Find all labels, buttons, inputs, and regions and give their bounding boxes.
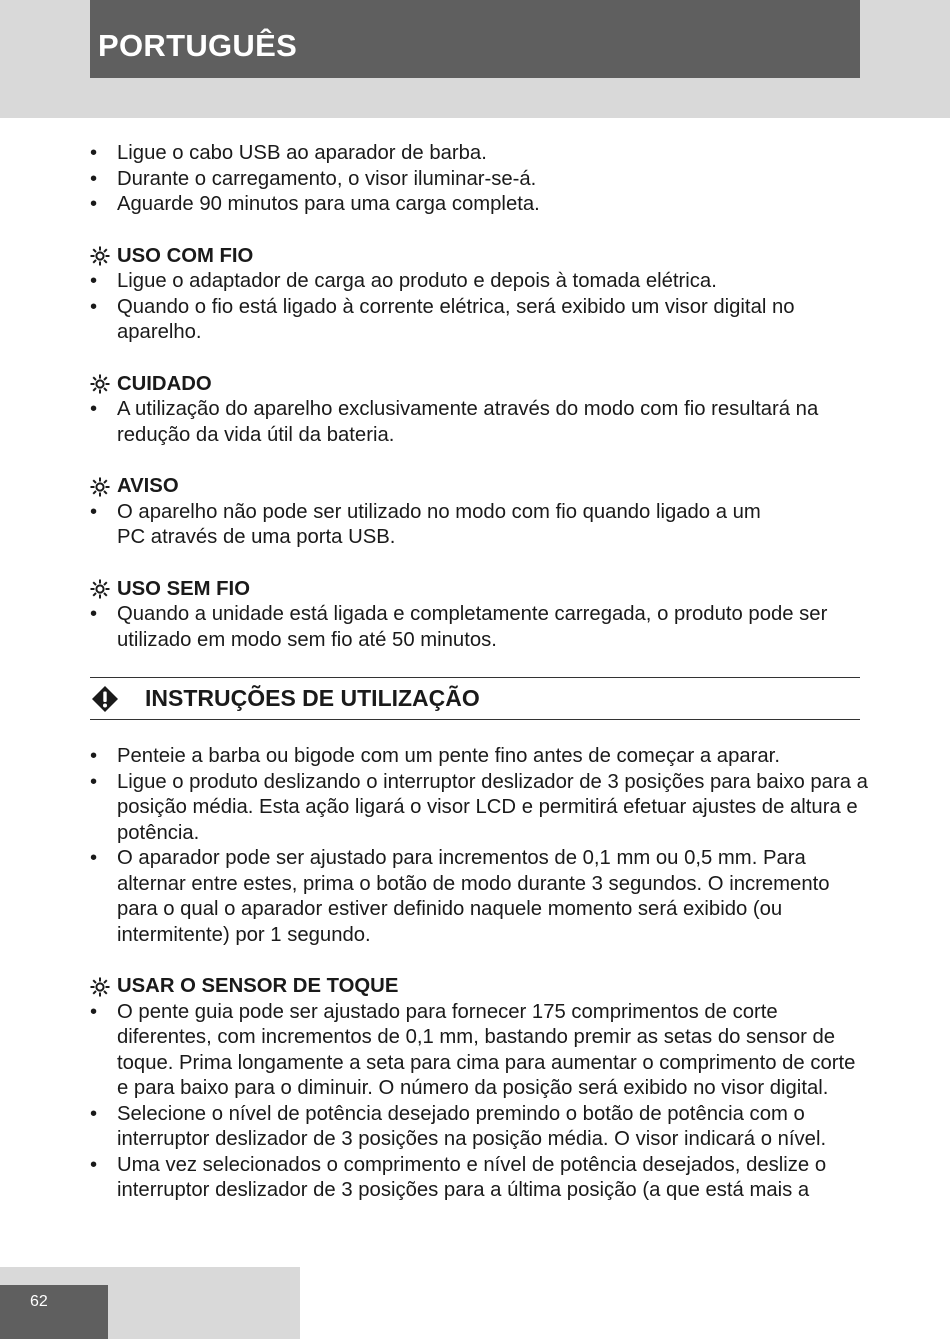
list-item: • Durante o carregamento, o visor iluminar-se-á.: [90, 167, 537, 190]
list-item: • O aparador pode ser ajustado para incrementos de 0,1 mm ou 0,5 mm. Para alternar entre estes, prima o botão de modo durante 3 segundos. O incremento para o qual o aparador estiver definido naquele momento será exibido (ou intermitente) por 1 segundo.: [90, 847, 830, 946]
list-item: • Penteie a barba ou bigode com um pente fino antes de começar a aparar.: [90, 745, 780, 767]
page-number-box: [0, 1285, 108, 1339]
touch-sensor-list: [90, 1000, 870, 1204]
list-item: • Ligue o cabo USB ao aparador de barba.: [90, 142, 487, 164]
warning-diamond-icon: [91, 685, 119, 713]
list-item: • Uma vez selecionados o comprimento e nível de potência desejados, deslize o interruptor deslizador de 3 posições para a última posição (a que está mais a: [90, 1153, 827, 1201]
section-heading: AVISO: [90, 474, 870, 500]
list-item: • Ligue o adaptador de carga ao produto e depois à tomada elétrica.: [90, 270, 717, 292]
language-header: [90, 0, 860, 78]
list-item: • Selecione o nível de potência desejado premindo o botão de potência com o interruptor deslizador de 3 posições na posição média. O visor indicará o nível.: [90, 1102, 827, 1150]
star-burst-icon: [90, 477, 110, 497]
section-heading: USO COM FIO: [90, 244, 870, 270]
list-item: • O aparelho não pode ser utilizado no modo com fio quando ligado a um PC através de uma porta USB.: [90, 500, 761, 548]
list-item: • Ligue o produto deslizando o interruptor deslizador de 3 posições para baixo para a posição média. Esta ação ligará o visor LCD e permitirá efetuar ajustes de altura e potência.: [90, 770, 868, 844]
instructions-heading: [90, 677, 860, 720]
instructions-list: [90, 744, 870, 948]
page-number: 62: [30, 1293, 48, 1310]
page-content: [90, 141, 870, 1204]
list-item: • A utilização do aparelho exclusivamente através do modo com fio resultará na redução da vida útil da bateria.: [90, 398, 819, 446]
star-burst-icon: [90, 246, 110, 266]
instructions-title: INSTRUÇÕES DE UTILIZAÇÃO: [145, 685, 480, 711]
intro-list: [90, 141, 870, 218]
star-burst-icon: [90, 374, 110, 394]
star-burst-icon: [90, 977, 110, 997]
section-heading: USO SEM FIO: [90, 577, 870, 603]
list-item: • O pente guia pode ser ajustado para fornecer 175 comprimentos de corte diferentes, com incrementos de 0,1 mm, bastando premir as setas do sensor de toque. Prima longamente a seta para cima para aumentar o comprimento de corte e para baixo para o diminuir. O número da posição será exibido no visor digital.: [90, 1000, 856, 1099]
star-burst-icon: [90, 579, 110, 599]
section-list: [90, 269, 870, 346]
section-list: [90, 397, 870, 448]
section-list: [90, 602, 870, 653]
language-title: PORTUGUÊS: [98, 28, 298, 63]
section-heading: USAR O SENSOR DE TOQUE: [90, 974, 870, 1000]
list-item: • Aguarde 90 minutos para uma carga completa.: [90, 193, 540, 215]
section-heading: CUIDADO: [90, 372, 870, 398]
list-item: • Quando a unidade está ligada e completamente carregada, o produto pode ser utilizado em modo sem fio até 50 minutos.: [90, 603, 828, 651]
list-item: • Quando o fio está ligado à corrente elétrica, será exibido um visor digital no aparelho.: [90, 295, 795, 343]
section-list: [90, 500, 870, 551]
